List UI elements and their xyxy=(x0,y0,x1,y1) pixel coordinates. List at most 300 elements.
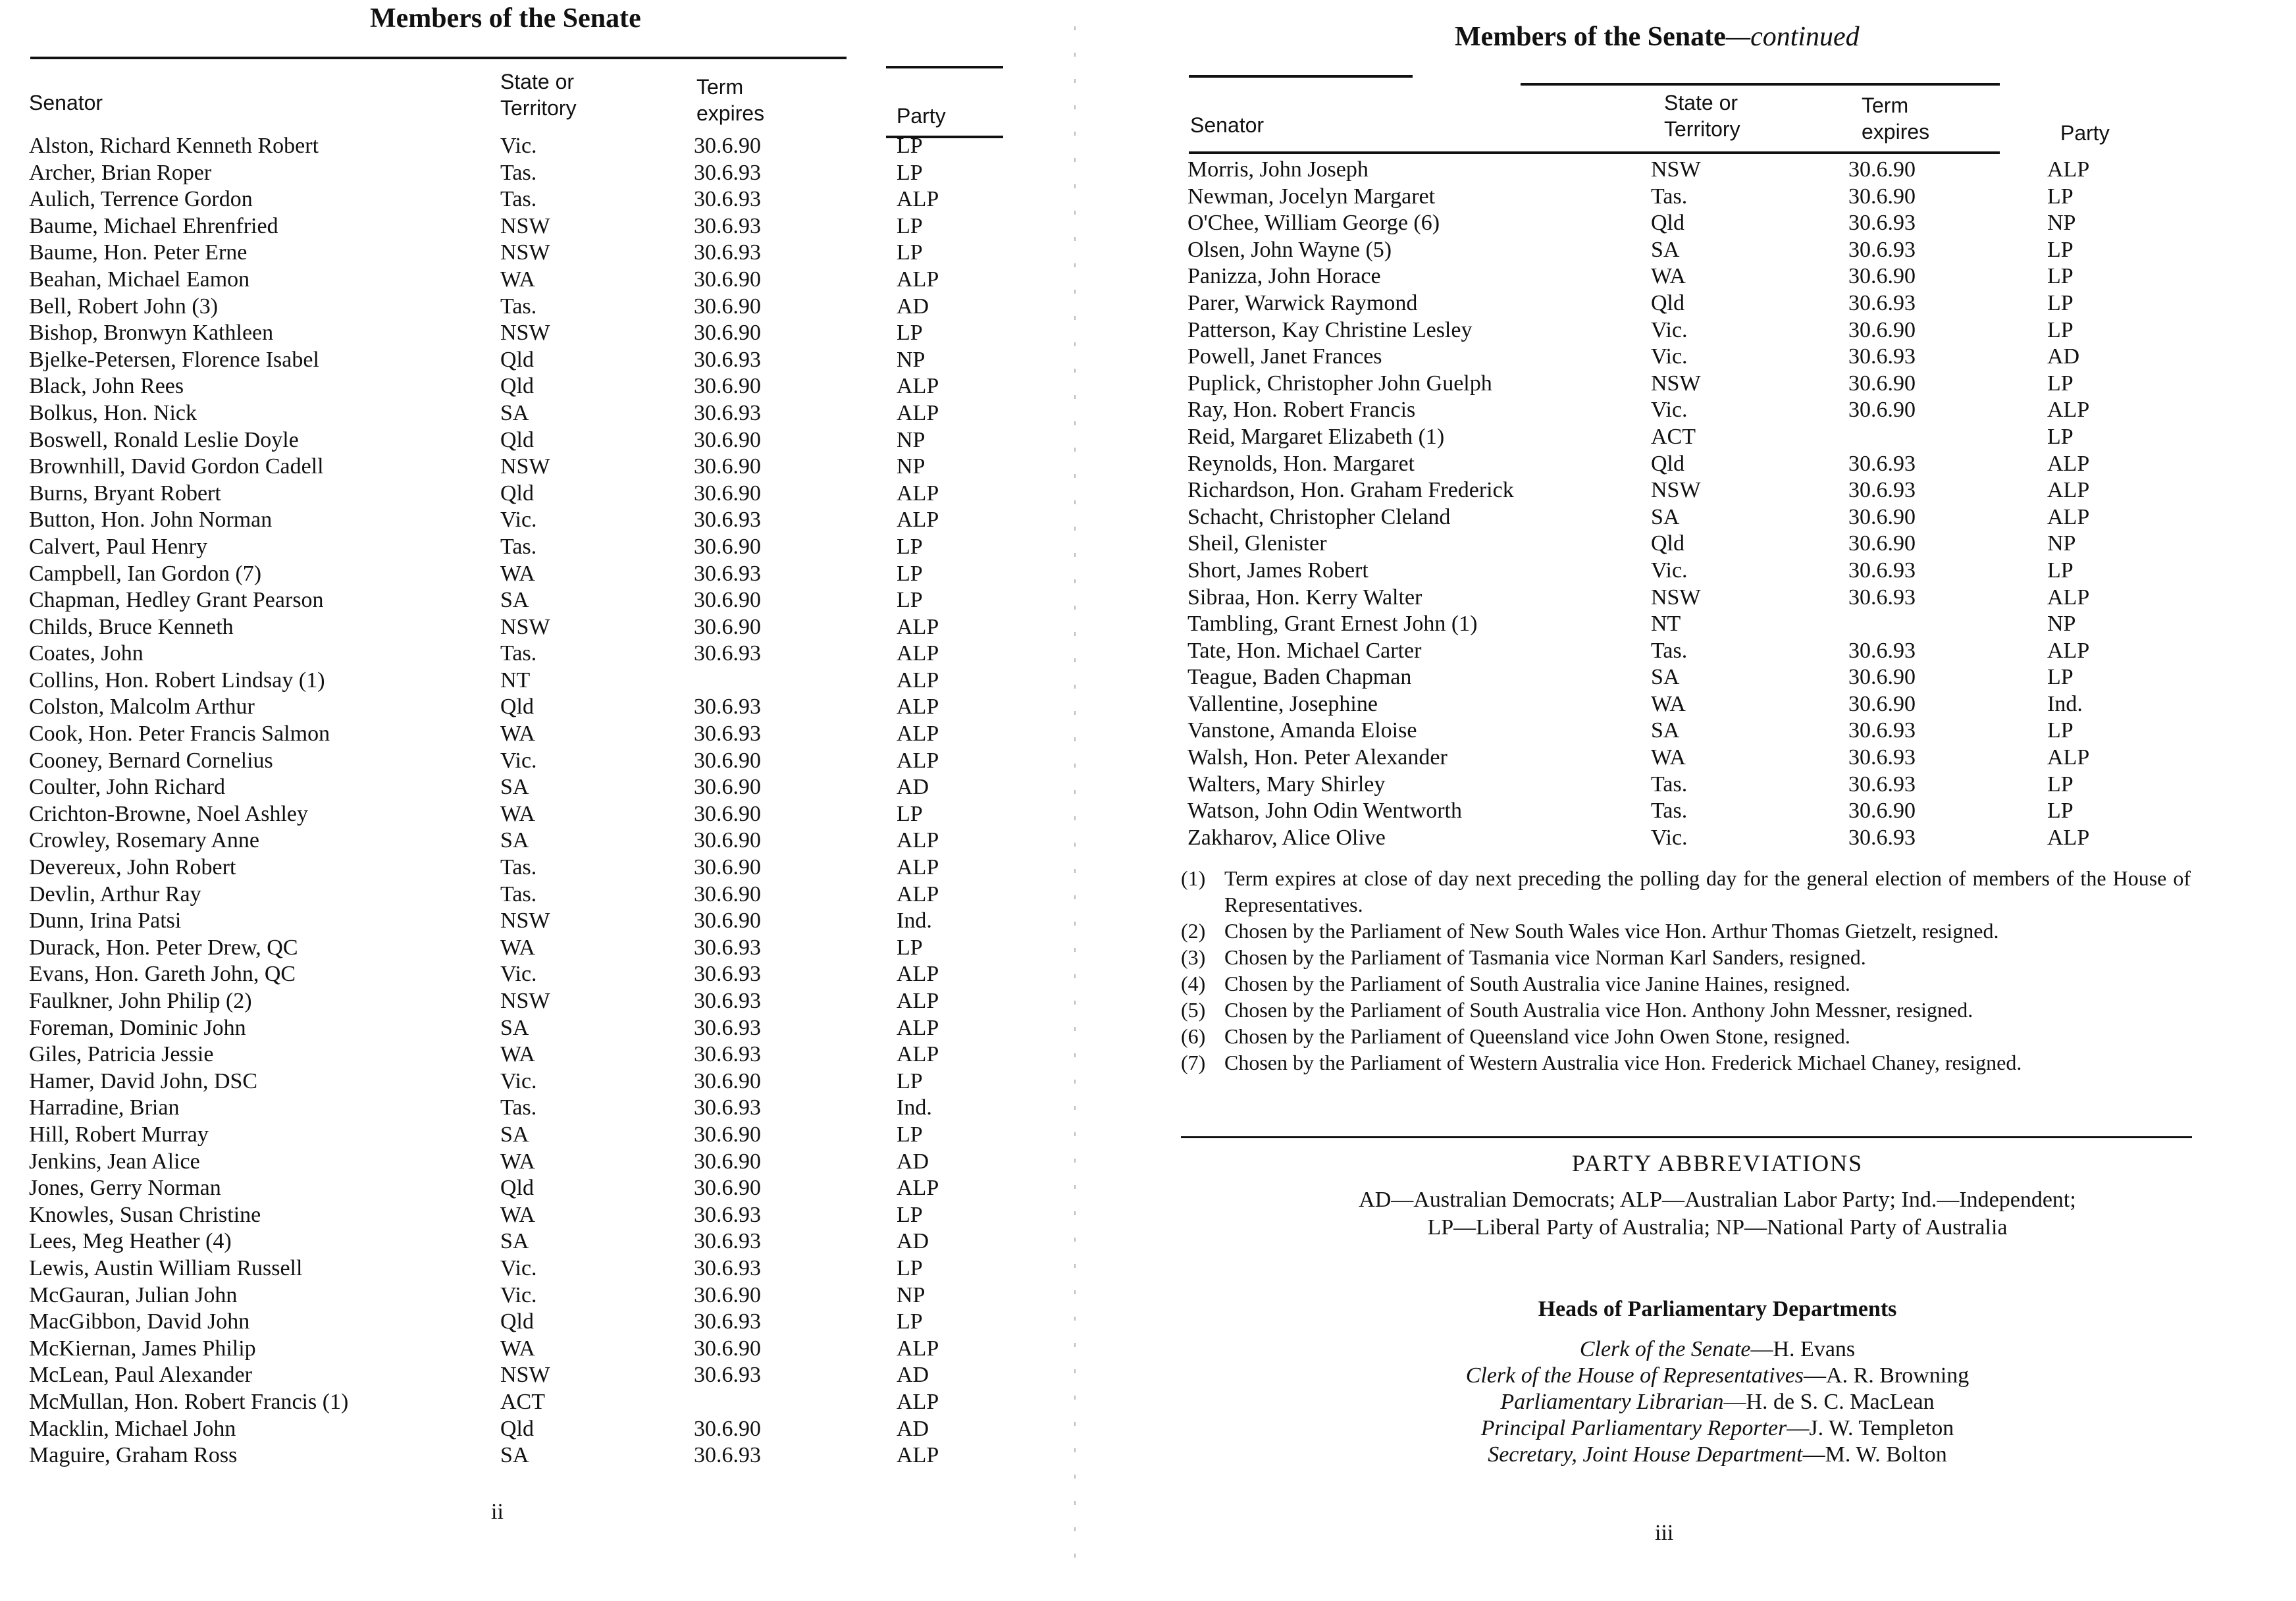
col-header-term: Term expires xyxy=(696,75,765,125)
senator-name: Hamer, David John, DSC xyxy=(29,1068,258,1093)
senator-name: Crichton-Browne, Noel Ashley xyxy=(29,801,308,826)
senator-state: Tas. xyxy=(1651,799,1688,824)
party: LP xyxy=(897,213,923,238)
party: LP xyxy=(897,935,923,960)
page-number: ii xyxy=(491,1500,504,1524)
party: AD xyxy=(897,294,929,319)
senator-state: Qld xyxy=(1651,531,1684,556)
table-row xyxy=(29,614,1056,641)
senator-state: NSW xyxy=(1651,157,1701,182)
table-row xyxy=(1187,504,2214,531)
senator-name: Coulter, John Richard xyxy=(29,775,225,800)
party: LP xyxy=(897,1122,923,1147)
party: LP xyxy=(2047,371,2074,396)
party: LP xyxy=(897,801,923,826)
table-row xyxy=(29,347,1056,374)
senator-name: Parer, Warwick Raymond xyxy=(1187,290,1418,315)
term-expires: 30.6.90 xyxy=(694,454,761,479)
header-rule-top xyxy=(30,57,847,59)
department-head: Principal Parliamentary Reporter—J. W. Templeton xyxy=(1480,1416,1954,1440)
senator-name: Vallentine, Josephine xyxy=(1187,691,1378,716)
senator-state: Tas. xyxy=(500,294,537,319)
party: ALP xyxy=(897,508,939,533)
table-row xyxy=(29,748,1056,775)
senator-state: Tas. xyxy=(1651,772,1688,797)
party: ALP xyxy=(2047,825,2090,850)
party: ALP xyxy=(897,1176,939,1201)
senator-name: Devlin, Arthur Ray xyxy=(29,881,201,906)
footnote: (6) Chosen by the Parliament of Queensland vice John Owen Stone, resigned. xyxy=(1181,1024,1850,1048)
senator-state: NT xyxy=(500,668,531,693)
term-expires: 30.6.93 xyxy=(694,187,761,212)
party: ALP xyxy=(897,989,939,1013)
senator-name: Patterson, Kay Christine Lesley xyxy=(1187,317,1473,342)
senator-state: SA xyxy=(1651,237,1680,262)
senator-state: Tas. xyxy=(500,855,537,880)
term-expires: 30.6.90 xyxy=(694,828,761,853)
table-row xyxy=(29,827,1056,854)
party: Ind. xyxy=(897,1095,932,1120)
table-row xyxy=(29,373,1056,400)
senator-name: Jenkins, Jean Alice xyxy=(29,1149,200,1174)
table-row xyxy=(1187,344,2214,371)
party: LP xyxy=(897,321,923,346)
party: LP xyxy=(897,1202,923,1227)
senator-name: Lees, Meg Heather (4) xyxy=(29,1229,232,1254)
senator-state: NSW xyxy=(1651,478,1701,503)
party: ALP xyxy=(897,855,939,880)
table-row xyxy=(29,1255,1056,1282)
senator-name: O'Chee, William George (6) xyxy=(1187,211,1440,236)
page-title: Members of the Senate xyxy=(370,3,641,34)
senator-state: NSW xyxy=(500,908,550,933)
senator-name: Cooney, Bernard Cornelius xyxy=(29,748,273,773)
party: LP xyxy=(897,134,923,158)
senator-name: Maguire, Graham Ross xyxy=(29,1443,238,1468)
term-expires: 30.6.93 xyxy=(1848,451,1916,476)
senator-name: Bell, Robert John (3) xyxy=(29,294,219,319)
party: ALP xyxy=(897,374,939,399)
table-row xyxy=(29,1015,1056,1042)
party: ALP xyxy=(897,187,939,212)
senator-state: SA xyxy=(500,1122,529,1147)
party: ALP xyxy=(2047,585,2090,610)
term-expires: 30.6.90 xyxy=(1848,317,1916,342)
col-header-party: Party xyxy=(897,104,946,128)
senator-state: Vic. xyxy=(500,962,537,987)
table-row xyxy=(1187,263,2214,290)
term-expires: 30.6.90 xyxy=(694,534,761,559)
term-expires: 30.6.93 xyxy=(694,1443,761,1468)
senator-name: Cook, Hon. Peter Francis Salmon xyxy=(29,722,330,747)
page-number: iii xyxy=(1655,1521,1674,1545)
senator-state: ACT xyxy=(1651,424,1696,449)
senator-state: Vic. xyxy=(1651,344,1688,369)
senator-state: WA xyxy=(500,1202,535,1227)
term-expires: 30.6.93 xyxy=(694,962,761,987)
term-expires: 30.6.93 xyxy=(1848,344,1916,369)
term-expires: 30.6.90 xyxy=(694,294,761,319)
term-expires: 30.6.90 xyxy=(694,134,761,158)
party: ALP xyxy=(897,641,939,666)
party: ALP xyxy=(2047,638,2090,663)
senator-name: Beahan, Michael Eamon xyxy=(29,267,250,292)
table-row xyxy=(29,1309,1056,1336)
heads-list xyxy=(1234,1336,2201,1468)
term-expires: 30.6.93 xyxy=(694,1309,761,1334)
party: ALP xyxy=(897,481,939,506)
senator-state: WA xyxy=(500,267,535,292)
table-row xyxy=(29,267,1056,294)
senator-state: SA xyxy=(500,1015,529,1040)
table-row xyxy=(29,694,1056,721)
term-expires: 30.6.93 xyxy=(694,1255,761,1280)
party: LP xyxy=(2047,718,2074,743)
party: LP xyxy=(2047,184,2074,209)
senator-state: Qld xyxy=(500,1176,534,1201)
party: ALP xyxy=(897,1042,939,1067)
table-row xyxy=(29,561,1056,588)
senator-name: Ray, Hon. Robert Francis xyxy=(1187,398,1416,423)
term-expires: 30.6.93 xyxy=(694,508,761,533)
party: ALP xyxy=(897,695,939,720)
table-row xyxy=(29,133,1056,160)
senator-name: McMullan, Hon. Robert Francis (1) xyxy=(29,1389,349,1414)
table-row xyxy=(29,400,1056,427)
party: LP xyxy=(897,588,923,613)
term-expires: 30.6.90 xyxy=(694,1122,761,1147)
senator-name: Knowles, Susan Christine xyxy=(29,1202,261,1227)
term-expires: 30.6.90 xyxy=(694,775,761,800)
footnote: (2) Chosen by the Parliament of New South Wales vice Hon. Arthur Thomas Gietzelt, resigned. xyxy=(1181,919,1999,943)
term-expires: 30.6.90 xyxy=(1848,398,1916,423)
table-row xyxy=(1187,798,2214,825)
senator-name: Calvert, Paul Henry xyxy=(29,534,207,559)
senator-name: Brownhill, David Gordon Cadell xyxy=(29,454,324,479)
senator-name: Faulkner, John Philip (2) xyxy=(29,989,252,1013)
party: LP xyxy=(2047,799,2074,824)
senator-state: SA xyxy=(500,775,529,800)
department-head: Secretary, Joint House Department—M. W. Bolton xyxy=(1488,1442,1947,1467)
senator-name: Sibraa, Hon. Kerry Walter xyxy=(1187,585,1422,610)
senator-name: Lewis, Austin William Russell xyxy=(29,1255,303,1280)
senator-state: Qld xyxy=(500,695,534,720)
term-expires: 30.6.93 xyxy=(694,1095,761,1120)
senator-state: SA xyxy=(1651,504,1680,529)
footnote: (4) Chosen by the Parliament of South Australia vice Janine Haines, resigned. xyxy=(1181,972,1850,995)
senator-state: Vic. xyxy=(1651,398,1688,423)
table-row xyxy=(29,587,1056,614)
senator-state: NSW xyxy=(500,614,550,639)
senator-table-right xyxy=(1187,157,2214,851)
senator-state: Qld xyxy=(500,1309,534,1334)
table-row xyxy=(29,774,1056,801)
senator-state: SA xyxy=(500,1443,529,1468)
senator-state: WA xyxy=(500,561,535,586)
senator-state: Qld xyxy=(1651,451,1684,476)
party: ALP xyxy=(897,748,939,773)
party: LP xyxy=(897,240,923,265)
senator-name: Panizza, John Horace xyxy=(1187,264,1381,289)
senator-state: SA xyxy=(1651,665,1680,690)
party: LP xyxy=(897,1068,923,1093)
term-expires: 30.6.93 xyxy=(694,1363,761,1388)
party: ALP xyxy=(897,1389,939,1414)
term-expires: 30.6.90 xyxy=(694,1416,761,1441)
term-expires: 30.6.90 xyxy=(694,908,761,933)
table-row xyxy=(29,454,1056,481)
table-row xyxy=(29,908,1056,935)
footnote: (5) Chosen by the Parliament of South Australia vice Hon. Anthony John Messner, resigned. xyxy=(1181,998,1973,1022)
party: LP xyxy=(2047,772,2074,797)
table-row xyxy=(1187,210,2214,237)
page-gutter xyxy=(1074,26,1076,1567)
col-header-senator: Senator xyxy=(1190,113,1265,137)
table-row xyxy=(1187,664,2214,691)
footnotes xyxy=(1181,865,2191,1076)
table-row xyxy=(29,1228,1056,1255)
term-expires: 30.6.93 xyxy=(694,695,761,720)
table-row xyxy=(1187,558,2214,585)
table-row xyxy=(29,641,1056,668)
senator-name: Button, Hon. John Norman xyxy=(29,508,273,533)
header-rule-top-right xyxy=(1521,83,2000,86)
senator-name: Durack, Hon. Peter Drew, QC xyxy=(29,935,298,960)
term-expires: 30.6.90 xyxy=(694,1176,761,1201)
table-row xyxy=(29,1442,1056,1469)
party: ALP xyxy=(2047,157,2090,182)
term-expires: 30.6.93 xyxy=(1848,211,1916,236)
table-row xyxy=(1187,184,2214,211)
table-row xyxy=(29,801,1056,828)
term-expires: 30.6.93 xyxy=(694,400,761,425)
table-row xyxy=(29,534,1056,561)
senator-state: NSW xyxy=(500,321,550,346)
term-expires: 30.6.93 xyxy=(1848,290,1916,315)
table-row xyxy=(1187,611,2214,638)
party: ALP xyxy=(2047,451,2090,476)
term-expires: 30.6.90 xyxy=(694,321,761,346)
table-row xyxy=(1187,451,2214,478)
senator-state: ACT xyxy=(500,1389,545,1414)
senator-name: Crowley, Rosemary Anne xyxy=(29,828,260,853)
senator-name: Childs, Bruce Kenneth xyxy=(29,614,234,639)
senator-state: Tas. xyxy=(1651,184,1688,209)
table-row xyxy=(1187,638,2214,665)
header-rule-top-party xyxy=(886,66,1003,68)
party: LP xyxy=(2047,290,2074,315)
term-expires: 30.6.90 xyxy=(694,427,761,452)
party: NP xyxy=(2047,612,2076,637)
party: LP xyxy=(2047,424,2074,449)
term-expires: 30.6.90 xyxy=(694,1068,761,1093)
senator-state: Qld xyxy=(500,481,534,506)
senator-name: Walters, Mary Shirley xyxy=(1187,772,1386,797)
col-header-party: Party xyxy=(2060,121,2110,145)
senator-name: Powell, Janet Frances xyxy=(1187,344,1382,369)
table-row xyxy=(29,881,1056,908)
table-row xyxy=(29,1202,1056,1229)
senator-name: Evans, Hon. Gareth John, QC xyxy=(29,962,296,987)
senator-state: Tas. xyxy=(500,534,537,559)
term-expires: 30.6.93 xyxy=(694,989,761,1013)
senator-state: WA xyxy=(500,1149,535,1174)
senator-name: Devereux, John Robert xyxy=(29,855,236,880)
senator-name: Tambling, Grant Ernest John (1) xyxy=(1187,612,1478,637)
party: NP xyxy=(897,1282,926,1307)
table-row xyxy=(29,240,1056,267)
senator-name: Campbell, Ian Gordon (7) xyxy=(29,561,262,586)
col-header-state: State or Territory xyxy=(1664,91,1740,141)
table-row xyxy=(29,1362,1056,1389)
term-expires: 30.6.93 xyxy=(1848,745,1916,770)
party: LP xyxy=(897,561,923,586)
term-expires: 30.6.90 xyxy=(694,1336,761,1361)
party-abbreviations-title: PARTY ABBREVIATIONS xyxy=(1571,1150,1864,1176)
term-expires: 30.6.90 xyxy=(694,748,761,773)
term-expires: 30.6.90 xyxy=(1848,371,1916,396)
table-row xyxy=(1187,745,2214,772)
senator-name: Dunn, Irina Patsi xyxy=(29,908,182,933)
table-row xyxy=(1187,531,2214,558)
term-expires: 30.6.90 xyxy=(694,614,761,639)
senator-state: WA xyxy=(1651,745,1686,770)
term-expires: 30.6.93 xyxy=(1848,772,1916,797)
senator-name: McGauran, Julian John xyxy=(29,1282,238,1307)
party: AD xyxy=(2047,344,2080,369)
senator-name: Vanstone, Amanda Eloise xyxy=(1187,718,1417,743)
senator-name: Alston, Richard Kenneth Robert xyxy=(29,134,319,158)
senator-state: SA xyxy=(500,400,529,425)
term-expires: 30.6.93 xyxy=(1848,558,1916,583)
senator-name: MacGibbon, David John xyxy=(29,1309,250,1334)
senator-name: Reid, Margaret Elizabeth (1) xyxy=(1187,424,1445,449)
term-expires: 30.6.90 xyxy=(1848,184,1916,209)
heads-title: Heads of Parliamentary Departments xyxy=(1538,1297,1897,1321)
party: LP xyxy=(897,1309,923,1334)
term-expires: 30.6.90 xyxy=(1848,264,1916,289)
senator-state: NSW xyxy=(500,240,550,265)
party: ALP xyxy=(897,722,939,747)
party: ALP xyxy=(2047,745,2090,770)
table-row xyxy=(29,988,1056,1015)
party: LP xyxy=(2047,237,2074,262)
senator-state: WA xyxy=(500,722,535,747)
party: NP xyxy=(897,347,926,372)
senator-name: Puplick, Christopher John Guelph xyxy=(1187,371,1492,396)
party: ALP xyxy=(897,1443,939,1468)
senator-name: Bishop, Bronwyn Kathleen xyxy=(29,321,274,346)
term-expires: 30.6.93 xyxy=(694,1202,761,1227)
senator-name: Walsh, Hon. Peter Alexander xyxy=(1187,745,1448,770)
senator-name: Aulich, Terrence Gordon xyxy=(29,187,253,212)
table-row xyxy=(29,320,1056,347)
table-row xyxy=(1187,290,2214,317)
senator-name: Giles, Patricia Jessie xyxy=(29,1042,214,1067)
term-expires: 30.6.90 xyxy=(694,855,761,880)
table-row xyxy=(1187,237,2214,264)
footnotes-rule xyxy=(1181,1136,2192,1138)
party: LP xyxy=(2047,317,2074,342)
senator-state: WA xyxy=(500,1042,535,1067)
term-expires: 30.6.93 xyxy=(1848,237,1916,262)
header-rule-bottom xyxy=(1189,151,2000,154)
senator-state: Qld xyxy=(500,374,534,399)
term-expires: 30.6.93 xyxy=(1848,478,1916,503)
party: LP xyxy=(2047,264,2074,289)
table-row xyxy=(1187,585,2214,612)
senator-state: Vic. xyxy=(500,508,537,533)
senator-state: NSW xyxy=(500,213,550,238)
senator-name: Tate, Hon. Michael Carter xyxy=(1187,638,1422,663)
senator-state: WA xyxy=(500,935,535,960)
footnote: (7) Chosen by the Parliament of Western Australia vice Hon. Frederick Michael Chaney, resigned. xyxy=(1181,1051,2022,1074)
term-expires: 30.6.93 xyxy=(1848,585,1916,610)
right-page xyxy=(1148,0,2296,1601)
table-row xyxy=(29,1389,1056,1416)
table-row xyxy=(1187,772,2214,799)
party: ALP xyxy=(2047,478,2090,503)
term-expires: 30.6.90 xyxy=(694,1149,761,1174)
party: LP xyxy=(897,160,923,185)
term-expires: 30.6.93 xyxy=(694,935,761,960)
party: ALP xyxy=(2047,398,2090,423)
table-row xyxy=(29,213,1056,240)
senator-name: McKiernan, James Philip xyxy=(29,1336,256,1361)
senator-state: Qld xyxy=(1651,290,1684,315)
senator-state: Tas. xyxy=(1651,638,1688,663)
party: ALP xyxy=(897,881,939,906)
party: AD xyxy=(897,775,929,800)
table-row xyxy=(1187,397,2214,424)
senator-name: Teague, Baden Chapman xyxy=(1187,665,1412,690)
senator-state: Vic. xyxy=(1651,317,1688,342)
senator-name: Baume, Michael Ehrenfried xyxy=(29,213,278,238)
senator-state: WA xyxy=(1651,264,1686,289)
party: ALP xyxy=(897,400,939,425)
senator-state: NT xyxy=(1651,612,1681,637)
term-expires: 30.6.90 xyxy=(694,588,761,613)
table-row xyxy=(29,1041,1056,1068)
senator-state: Qld xyxy=(500,1416,534,1441)
term-expires: 30.6.90 xyxy=(694,374,761,399)
col-header-state: State or Territory xyxy=(500,70,577,120)
term-expires: 30.6.90 xyxy=(694,1282,761,1307)
party: ALP xyxy=(2047,504,2090,529)
party: LP xyxy=(897,534,923,559)
senator-state: NSW xyxy=(1651,585,1701,610)
senator-name: Archer, Brian Roper xyxy=(29,160,212,185)
senator-state: Qld xyxy=(1651,211,1684,236)
table-row xyxy=(29,427,1056,454)
senator-name: Colston, Malcolm Arthur xyxy=(29,695,255,720)
table-row xyxy=(29,1122,1056,1149)
table-row xyxy=(29,1416,1056,1443)
senator-state: WA xyxy=(1651,691,1686,716)
department-head: Clerk of the House of Representatives—A. R. Browning xyxy=(1465,1363,1970,1388)
senator-state: Vic. xyxy=(500,1282,537,1307)
footnote: (1) Term expires at close of day next preceding the polling day for the general election of members of the House of Representatives. xyxy=(1181,866,2191,916)
senator-name: Bolkus, Hon. Nick xyxy=(29,400,197,425)
table-row xyxy=(29,854,1056,881)
table-row xyxy=(1187,157,2214,184)
term-expires: 30.6.93 xyxy=(694,641,761,666)
term-expires: 30.6.90 xyxy=(1848,504,1916,529)
senator-name: Sheil, Glenister xyxy=(1187,531,1327,556)
party: AD xyxy=(897,1363,929,1388)
table-row xyxy=(1187,317,2214,344)
senator-name: Zakharov, Alice Olive xyxy=(1187,825,1386,850)
